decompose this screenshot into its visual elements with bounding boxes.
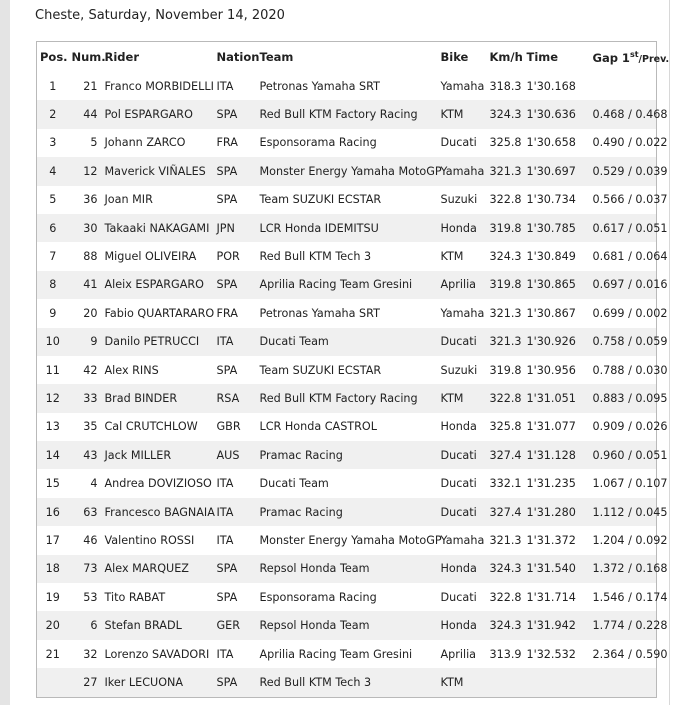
cell-team: LCR Honda IDEMITSU [257,214,438,242]
cell-num: 32 [83,647,98,661]
cell-num: 41 [69,271,102,299]
cell-rider: Joan MIR [104,193,153,207]
cell-nation: SPA [214,271,257,299]
cell-num: 33 [69,384,102,412]
cell-nation: SPA [214,100,257,128]
cell-gap: 0.883 / 0.095 [590,384,657,412]
cell-gap: 1.112 / 0.045 [590,498,657,526]
cell-kmh: 319.8 [489,363,522,377]
cell-num: 63 [69,498,102,526]
cell-num: 36 [83,193,98,207]
cell-bike: Suzuki [440,193,478,207]
cell-kmh: 319.8 [487,271,524,299]
cell-time: 1'30.956 [526,363,576,377]
col-header-bike: Bike [440,50,469,64]
cell-pos: 20 [37,611,69,639]
cell-team: Team SUZUKI ECSTAR [259,363,382,377]
cell-rider: Lorenzo SAVADORI [104,647,210,661]
cell-num: 20 [83,306,98,320]
table-row [37,469,657,497]
table-row [37,356,657,384]
cell-num: 21 [83,79,98,93]
table-row [37,271,657,299]
cell-pos [37,668,69,697]
cell-pos: 1 [49,79,57,93]
table-row [37,413,657,441]
cell-gap: 0.468 / 0.468 [590,100,657,128]
results-table [36,41,670,698]
table-row [37,157,657,185]
cell-gap: 0.909 / 0.026 [592,420,668,434]
cell-gap: 1.067 / 0.107 [592,477,668,491]
cell-team: Aprilia Racing Team Gresini [257,271,438,299]
cell-bike: Honda [440,420,477,434]
cell-gap: 0.490 / 0.022 [592,136,668,150]
cell-pos: 13 [45,420,60,434]
cell-team: Esponsorama Racing [259,136,377,150]
cell-team: Pramac Racing [257,498,438,526]
cell-team: Pramac Racing [257,441,438,469]
cell-bike: KTM [438,384,487,412]
cell-nation: JPN [214,214,257,242]
cell-team: Monster Energy Yamaha MotoGP [257,157,438,185]
cell-nation: GER [214,611,257,639]
cell-num: 35 [83,420,98,434]
cell-kmh: 313.9 [489,647,522,661]
cell-nation: GBR [216,420,241,434]
cell-time: 1'30.697 [524,157,590,185]
cell-kmh: 324.3 [489,250,522,264]
cell-pos: 18 [37,555,69,583]
cell-rider: Iker LECUONA [102,668,214,697]
cell-rider: Danilo PETRUCCI [102,328,214,356]
cell-bike: Aprilia [438,271,487,299]
cell-time: 1'31.128 [524,441,590,469]
table-row [37,583,657,611]
cell-gap: 1.546 / 0.174 [592,590,668,604]
cell-gap [590,72,657,100]
table-row [37,186,657,214]
cell-bike: Suzuki [440,363,478,377]
cell-nation: SPA [214,668,257,697]
table-row [37,242,657,270]
cell-time: 1'31.714 [526,590,576,604]
table-row [37,100,657,128]
cell-team: Red Bull KTM Factory Racing [257,384,438,412]
cell-team: Ducati Team [257,328,438,356]
cell-rider: Cal CRUTCHLOW [104,420,198,434]
cell-time: 1'31.235 [526,477,576,491]
cell-rider: Pol ESPARGARO [102,100,214,128]
col-header-nation: Nation [216,50,260,64]
cell-num: 53 [83,590,98,604]
cell-rider: Tito RABAT [104,590,166,604]
cell-kmh: 325.8 [489,136,522,150]
cell-num: 46 [83,533,98,547]
cell-kmh: 319.8 [487,214,524,242]
cell-kmh: 324.3 [487,100,524,128]
cell-bike: Ducati [438,498,487,526]
cell-kmh: 321.3 [489,533,522,547]
cell-nation: ITA [214,498,257,526]
gap-prev-label: /Prev. [638,53,670,65]
table-row [37,498,657,526]
cell-pos: 8 [37,271,69,299]
cell-num: 30 [69,214,102,242]
table-row [37,611,657,639]
cell-gap: 0.681 / 0.064 [592,250,668,264]
left-margin-strip [0,0,10,705]
cell-num: 44 [69,100,102,128]
cell-nation: ITA [214,328,257,356]
cell-gap: 0.960 / 0.051 [590,441,657,469]
cell-rider: Brad BINDER [102,384,214,412]
cell-bike: Yamaha [438,157,487,185]
cell-kmh: 324.3 [487,555,524,583]
cell-bike: KTM [440,250,464,264]
cell-kmh: 321.3 [489,306,522,320]
cell-nation: ITA [216,79,234,93]
gap-label: Gap 1 [592,50,630,65]
cell-pos: 15 [45,477,60,491]
cell-team: Repsol Honda Team [257,555,438,583]
cell-time: 1'30.658 [526,136,576,150]
cell-rider: Jack MILLER [102,441,214,469]
cell-rider: Franco MORBIDELLI [104,79,214,93]
cell-time: 1'30.865 [524,271,590,299]
cell-team: Team SUZUKI ECSTAR [259,193,382,207]
cell-nation: POR [216,250,240,264]
cell-bike: Aprilia [440,647,477,661]
cell-pos: 11 [45,363,60,377]
cell-nation: ITA [216,647,234,661]
cell-team: Red Bull KTM Tech 3 [259,250,372,264]
cell-time: 1'30.734 [526,193,576,207]
cell-num: 43 [69,441,102,469]
cell-pos: 2 [37,100,69,128]
cell-bike: Honda [438,555,487,583]
cell-kmh: 325.8 [489,420,522,434]
cell-team: Monster Energy Yamaha MotoGP [259,533,442,547]
table-row [37,668,657,697]
cell-gap: 0.697 / 0.016 [590,271,657,299]
table-row [37,441,657,469]
table-row [37,640,657,668]
cell-team: Aprilia Racing Team Gresini [259,647,413,661]
cell-bike: Yamaha [440,533,485,547]
cell-bike: KTM [438,668,487,697]
cell-time: 1'31.372 [526,533,576,547]
cell-kmh: 321.3 [487,328,524,356]
cell-nation: SPA [214,555,257,583]
cell-pos: 4 [37,157,69,185]
cell-time: 1'31.942 [524,611,590,639]
cell-bike: Ducati [438,328,487,356]
results-panel [23,0,670,705]
cell-time: 1'30.168 [526,79,576,93]
cell-bike: Honda [438,214,487,242]
cell-nation: ITA [216,533,234,547]
col-header-pos: Pos. [40,50,68,64]
cell-team: LCR Honda CASTROL [259,420,377,434]
cell-gap: 0.699 / 0.002 [592,306,668,320]
cell-team: Ducati Team [259,477,329,491]
cell-rider: Johann ZARCO [104,136,186,150]
cell-team: Red Bull KTM Factory Racing [257,100,438,128]
col-header-team: Team [259,50,294,64]
table-row [37,384,657,412]
cell-rider: Alex MARQUEZ [102,555,214,583]
cell-rider: Miguel OLIVEIRA [104,250,197,264]
cell-rider: Francesco BAGNAIA [102,498,214,526]
table-row [37,299,657,327]
cell-kmh: 332.1 [489,477,522,491]
cell-team: Petronas Yamaha SRT [259,306,380,320]
cell-kmh: 322.8 [489,193,522,207]
cell-nation: ITA [216,477,234,491]
cell-bike: KTM [438,100,487,128]
cell-rider: Alex RINS [104,363,159,377]
cell-time: 1'30.867 [526,306,576,320]
cell-num: 88 [83,250,98,264]
cell-time: 1'31.540 [524,555,590,583]
cell-time [524,668,590,697]
cell-time: 1'31.051 [524,384,590,412]
cell-gap [590,668,657,697]
table-row [37,328,657,356]
cell-team: Esponsorama Racing [259,590,377,604]
cell-bike: Yamaha [440,79,485,93]
cell-gap: 0.529 / 0.039 [590,157,657,185]
cell-nation: SPA [216,363,238,377]
cell-pos: 16 [37,498,69,526]
table-row [37,555,657,583]
table-row [37,526,657,554]
cell-kmh [487,668,524,697]
cell-nation: SPA [214,157,257,185]
gap-superscript: st [629,49,639,59]
cell-team: Repsol Honda Team [257,611,438,639]
cell-pos: 5 [49,193,57,207]
col-header-kmh: Km/h [489,50,523,64]
cell-time: 1'31.280 [524,498,590,526]
cell-pos: 12 [37,384,69,412]
cell-gap: 0.566 / 0.037 [592,193,668,207]
cell-pos: 17 [45,533,60,547]
cell-kmh: 322.8 [489,590,522,604]
cell-gap: 0.758 / 0.059 [590,328,657,356]
table-header-row [37,42,657,73]
col-header-num: Num. [71,50,106,64]
cell-kmh: 327.4 [487,441,524,469]
col-header-time: Time [526,50,559,64]
cell-num: 42 [83,363,98,377]
cell-time: 1'30.849 [526,250,576,264]
cell-pos: 10 [37,328,69,356]
cell-nation: FRA [216,306,238,320]
cell-nation: RSA [214,384,257,412]
cell-gap: 1.372 / 0.168 [590,555,657,583]
cell-pos: 6 [37,214,69,242]
cell-time: 1'31.077 [526,420,576,434]
cell-nation: FRA [216,136,238,150]
cell-bike: Ducati [440,477,477,491]
cell-bike: Ducati [440,136,477,150]
col-header-gap [590,42,670,73]
table-row [37,214,657,242]
cell-num: 73 [69,555,102,583]
cell-rider: Takaaki NAKAGAMI [102,214,214,242]
cell-rider: Maverick VIÑALES [102,157,214,185]
table-row [37,72,657,100]
cell-kmh: 322.8 [487,384,524,412]
cell-bike: Ducati [440,590,477,604]
cell-pos: 3 [49,136,57,150]
cell-nation: SPA [216,193,238,207]
cell-num: 4 [90,477,98,491]
cell-rider: Aleix ESPARGARO [102,271,214,299]
cell-num: 5 [90,136,98,150]
cell-pos: 21 [45,647,60,661]
cell-pos: 14 [37,441,69,469]
cell-gap: 2.364 / 0.590 [592,647,668,661]
cell-gap: 1.204 / 0.092 [592,533,668,547]
cell-num: 12 [69,157,102,185]
cell-time: 1'32.532 [526,647,576,661]
session-heading: Cheste, Saturday, November 14, 2020 [35,8,285,23]
cell-gap: 0.617 / 0.051 [590,214,657,242]
cell-bike: Yamaha [440,306,485,320]
cell-num: 27 [69,668,102,697]
cell-time: 1'30.636 [524,100,590,128]
cell-kmh: 324.3 [487,611,524,639]
cell-pos: 19 [45,590,60,604]
cell-bike: Ducati [438,441,487,469]
cell-pos: 7 [49,250,57,264]
col-header-rider: Rider [104,50,139,64]
cell-kmh: 327.4 [487,498,524,526]
cell-kmh: 321.3 [487,157,524,185]
cell-pos: 9 [49,306,57,320]
cell-rider: Stefan BRADL [102,611,214,639]
cell-num: 6 [69,611,102,639]
cell-num: 9 [69,328,102,356]
cell-time: 1'30.785 [524,214,590,242]
cell-gap: 1.774 / 0.228 [590,611,657,639]
cell-nation: AUS [214,441,257,469]
cell-bike: Honda [438,611,487,639]
cell-kmh: 318.3 [489,79,522,93]
cell-rider: Fabio QUARTARARO [104,306,215,320]
cell-gap: 0.788 / 0.030 [592,363,668,377]
table-row [37,129,657,157]
cell-rider: Andrea DOVIZIOSO [104,477,212,491]
cell-team: Red Bull KTM Tech 3 [257,668,438,697]
cell-nation: SPA [216,590,238,604]
cell-team: Petronas Yamaha SRT [259,79,380,93]
cell-time: 1'30.926 [524,328,590,356]
cell-rider: Valentino ROSSI [104,533,195,547]
